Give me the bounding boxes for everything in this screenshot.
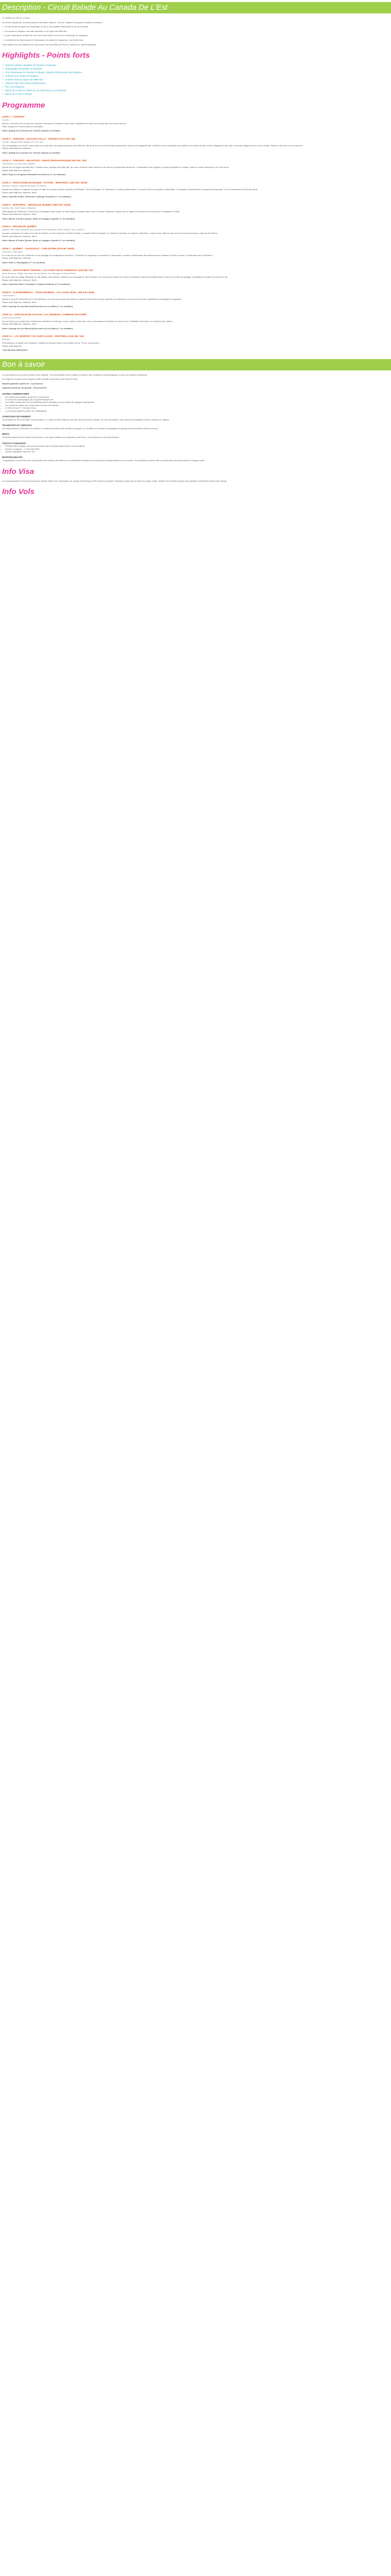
day-hotel: Hotel: Hotel Le Montagnais (*** ou similaire)	[2, 261, 45, 264]
day-title: JOUR 11 - LAC MORENCY OU SAINT-ALEXIS - MONTRÉAL (140 KM / 2H)	[2, 335, 84, 338]
departures-guaranteed: Départs garantis à partir de : 2 personnes	[2, 382, 43, 385]
intro-line: Le meilleur de l'Est en 14 jours	[2, 16, 30, 19]
day-location: Toronto, Niagara-Falls, Niagara On The Lake	[2, 140, 43, 143]
highlight-item: • Visite du Parc de la Chute-Montmorency	[2, 81, 389, 85]
info-paragraph: Le déroulement du circuit est donné à titre indicatif. Il est susceptible d'être modifié en fonction des conditions météorologiques ou pour des raisons techniques.	[2, 373, 148, 376]
day-description: Tour d'orientation de Toronto: découverte du centre-ville, du quartier financier, de l'Hôtel de Ville et de la tour du CN (montée optionnelle). Départ vers Niagara Falls. Croisière à bord du bateau pour admirer les chutes de près. Arrêt à Niagara-on-the-Lake, charmant village au bord du lac Ontario. Retour à Toronto en fin de journée.	[2, 144, 303, 147]
day-location: Chicoutimi, Tadoussac	[2, 250, 23, 253]
programme-day	[0, 247, 391, 264]
day-location: Gananoque, Les 1000 Iles Kingston	[2, 162, 35, 165]
day-hotel: Hotel: Auberge du Lac Morency/Pourvoirie du Lac Blanc (** ou similaire)	[2, 327, 73, 330]
intro-line: Un circuit complet qui vous fait découvrir Montréal, Québec, Toronto, Ottawa et les grands espaces canadiens.	[2, 21, 103, 24]
highlight-item: • Séjour de 2 nuits à Ottawa	[2, 92, 389, 96]
meals-title: REPAS	[2, 433, 10, 436]
day-meals: Repas: petit-déjeuner, déjeuner, dîner	[2, 191, 37, 194]
intro-line: ✓ Le parc national de la Mauricie, ses lacs et ses forêts, et une nuit en auberge de campagne	[2, 34, 88, 37]
day-meals: Repas: petit-déjeuner, déjeuner	[2, 257, 31, 260]
day-description: En route, arrêt au village historique de Val-Jalbert, ville fantôme. Visite du Zoo sauvage de Saint-Félicien, où vous pourrez observer la faune canadienne dans son habitat naturel à bord d'un petit train grillagé. Installation au chalet en bordure du lac.	[2, 276, 228, 279]
good-to-know-header: Bon à savoir	[0, 359, 391, 370]
day-location: Toronto	[2, 118, 9, 122]
day-location: Québec City, Hotel Royal, à Bourbon	[2, 206, 36, 209]
intro-line: ✓ Les chutes du Niagara, merveille naturelle, et la région des Mille-Îles	[2, 29, 67, 32]
info-visa-title: Info Visa	[2, 467, 34, 476]
contact-item: • Pendant votre voyage, vous pouvez joindre notre correspondant local en cas d'urgence.	[5, 445, 389, 447]
day-meals: Repas: petit-déjeuner, déjeuner	[2, 147, 31, 150]
contact-title: CONTACT D'URGENCE	[2, 442, 26, 445]
note-item: • Le circuit est garanti à partir de 2 participants.	[5, 410, 389, 412]
highlights-title: Highlights - Points forts	[2, 51, 90, 60]
contact-item: • Service disponible 24h/24 et 7j/7	[5, 450, 389, 453]
highlight-item: • Croisière aux Chutes du Niagara	[2, 74, 389, 78]
day-hotel: Hotel: Manoir & Suites Quebec Suite ou Voyageur Quartier (** ou similaire)	[2, 217, 75, 220]
day-title: JOUR 1 - TORONTO	[2, 115, 25, 118]
contact-list	[0, 445, 391, 453]
programme-day	[0, 291, 391, 308]
day-hotel: Hotel: Manoir & Suites Quebec Suite ou Voyageur Quartier (** ou similaire)	[2, 239, 75, 242]
day-meals: Repas: petit-déjeuner	[2, 344, 22, 347]
info-visa-text: Les ressortissants de l'Union européenne doivent obtenir une autorisation de voyage électronique (AVE) avant leur départ. Passeport valide pour la durée du séjour exigé. Vérifiez les formalités auprès des autorités compétentes avant votre départ.	[2, 479, 227, 482]
notes-title: AUTRES COMMENTAIRES	[2, 393, 29, 396]
day-location: Montréal	[2, 338, 10, 341]
day-hotel: Hotel: Lakeside Suites / Roberval / Auberge Versailles (*** ou similaire)	[2, 195, 71, 198]
programme-day	[0, 269, 391, 286]
highlight-item: • Visite guidée de Québec et Montréal	[2, 67, 389, 71]
highlight-item: • Parc de la Mauricie	[2, 85, 389, 89]
day-location: Montréal, Ottawa, Canadian Museum Of History	[2, 184, 46, 187]
info-vols-title: Info Vols	[2, 487, 35, 497]
day-description: Arrivée à Toronto en fin de journée. Accueil à l'aéroport et transfert à votre hôtel. Installation et reste de la soirée libre pour vous reposer.	[2, 122, 127, 125]
note-item: • Le circuit est accompagné par un guide francophone.	[5, 398, 389, 401]
day-location: Alma, Roberval, Village Historique de Val-Jalbert, Zoo Sauvage de Saint-Félicien	[2, 272, 76, 275]
day-title: JOUR 10 - SAINT-ÉLIE-DE-CAXTON / LAC MORENCY, AUBERGE EN FORÊT	[2, 313, 87, 316]
day-meals: Repas: petit-déjeuner, déjeuner, dîner	[2, 213, 37, 216]
programme-day	[0, 204, 391, 221]
day-title: JOUR 5 - MONTRÉAL - RÉGION DE QUÉBEC (265 KM / 3H45)	[2, 203, 71, 206]
highlight-item: • Séjour de 2 nuits en chalet au Lac-Saint-Jean ou en auberge	[2, 89, 389, 92]
day-description: Départ le long de la Mauricie vers Trois-Rivières, l'une des plus anciennes villes du Canada. Découverte du parc national de la Mauricie, ses lacs et ses forêts. Installation à l'auberge de campagne.	[2, 297, 182, 300]
bottom-spacer	[0, 500, 391, 503]
programme-day	[0, 115, 391, 132]
note-item: • Le dîner du jour 7 n'est pas inclus.	[5, 406, 389, 409]
intro-line: Cette balade est une invitation à la découverte des merveilles de l'Est du Canada à un rythme agréable.	[2, 43, 97, 46]
highlight-item: • Nouveau! Musée canadien de l'Histoire à Gatineau	[2, 63, 389, 67]
day-hotel: **FIN DE NOS SERVICES**	[2, 349, 28, 352]
day-title: JOUR 4 - KINGSTON/GANANOQUE - OTTAWA - MONTRÉAL (340 KM / 4H15)	[2, 181, 87, 184]
transport-title: TRANSPORTS ET SERVICES	[2, 424, 32, 427]
conditions-title: CONDITIONS DE PAIEMENT	[2, 415, 31, 418]
info-paragraph: Les trajets en autocar sont indiqués à titre indicatif, ils peuvent varier selon le trafic.	[2, 378, 78, 381]
programme-day	[0, 335, 391, 352]
day-hotel: Hotel: Universal Hotel / Tremblant / Chateau Roberval (** ou similaire)	[2, 283, 70, 286]
intro-line: ✓ Les baleines du Saint-Laurent à Tadoussac et la région du Saguenay - Lac-Saint-Jean	[2, 38, 84, 41]
day-hotel: Hotel: Quality Inn (Comfort Inn Toronto Airport) ou similaire	[2, 129, 61, 132]
day-hotel: Hotel: Days Inn Kingston/ Ramada Provincial Inn (** ou similaire)	[2, 173, 66, 176]
page	[0, 2, 391, 503]
day-meals: Repas: petit-déjeuner, déjeuner, dîner	[2, 300, 37, 303]
day-meals: Repas: petit-déjeuner, déjeuner, dîner	[2, 234, 37, 238]
day-description: Départ vers la région des Mille-Îles. Croisière dans l'archipel des Mille-Îles, au coeur du fleuve Saint-Laurent, entre îles et somptueuses demeures. Continuation vers Kingston, première capitale du Canada, visite du centre historique et de Fort Henry.	[2, 166, 230, 169]
day-title: JOUR 7 - QUÉBEC - TADOUSSAC - CHICOUTIMI (379 KM / 5H30)	[2, 247, 74, 250]
day-title: JOUR 3 - TORONTO - MILLE-ÎLES - KINGSTON/GANANOQUE (310 KM / 4H)	[2, 159, 87, 162]
programme-title: Programme	[2, 101, 45, 110]
description-header: Description - Circuit Balade Au Canada De L'Est	[0, 2, 391, 13]
day-description: Petit déjeuner et départ vers Montréal. Transfert à l'aéroport selon vos horaires de vol. Fin de nos services.	[2, 342, 100, 345]
conditions-text: Un acompte de 30% est exigé à la réservation. Le solde doit être réglé au plus tard 45 jours avant le départ. En cas d'annulation, des frais seront appliqués selon le barème en vigueur.	[2, 418, 170, 421]
day-title: JOUR 2 - TORONTO - NIAGARA FALLS - TORONTO (277 KM / 4H)	[2, 137, 75, 140]
day-location: Québec City, Chute Montmorency, Quartier Petit Champlain, Place Royale, Vieux Québec	[2, 228, 84, 231]
day-description: En route vers la côte de Charlevoix et son paysage de montagnes et de fleuve. Traversée du Saguenay en traversier. A Tadoussac, croisière d'observation des baleines dans l'estuaire du Saint-Laurent. Continuation vers Chicoutimi.	[2, 253, 213, 257]
meals-text: Les petits-déjeuners sont inclus tous les jours. Les repas indiqués au programme sont inclus. Les boissons ne sont pas incluses.	[2, 436, 120, 439]
day-title: JOUR 8 - CHICOUTIMI ET RÉGION - LAC-SAINT-JEAN / ROBERVAL (150 KM / 3H)	[2, 269, 93, 272]
day-title: JOUR 6 - RÉGION DE QUÉBEC	[2, 225, 37, 228]
highlights-list	[0, 63, 391, 96]
note-item: • Les chambres triples sont composées de deux lits doubles.	[5, 404, 389, 406]
day-location: Trois-Rivières	[2, 294, 15, 297]
note-item: • Les hôtels mentionnés sont susceptibles d'être changés pour des hôtels de catégorie équivalente.	[5, 401, 389, 403]
responsibility-title: RESPONSABILITÉS	[2, 456, 23, 459]
responsibility-text: L'organisateur ne peut être tenu responsable des retards, annulations ou modifications résultant de circonstances indépendantes de sa volonté. Les participants doivent être en possession des documents de voyage requis.	[2, 459, 205, 462]
transport-text: Les déplacements s'effectuent en autocar ou minibus climatisé selon la taille du groupe. Le chauffeur et le guide accompagnent le groupe pendant toute la durée du circuit.	[2, 427, 158, 430]
day-description: Journée consacrée à la visite de la ville de Québec: le Vieux-Québec, la Place Royale, le quartier Petit-Champlain, le Château Frontenac, les plaines d'Abraham. L'après-midi, visite du parc de la Chute-Montmorency, haute de 83 mètres.	[2, 232, 218, 235]
day-meals: Repas: petit-déjeuner, déjeuner, dîner	[2, 323, 37, 326]
day-description: Journée libre pour profiter des nombreuses activités de l'auberge: canoë, kayak, randonnée, vélo ou simplement la détente au bord du lac. Possibilité d'excursion en hydravion (en option).	[2, 319, 173, 323]
intro-line: ✓ La ville la plus européenne d'Amérique du Nord, ses quartiers historiques et sa vie culturelle	[2, 25, 89, 28]
day-description: Départ vers Ottawa, la capitale du pays, et visite du nouveau Musée canadien de l'Histoire. Tour d'orientation: le Parlement, la colline parlementaire, le marché By et les quartiers résidentiels. Continuation vers Montréal, métropole francophone. Tour d'orientation du Vieux-Montréal.	[2, 188, 258, 191]
programme-day	[0, 225, 391, 242]
day-hotel: Hotel: Quality Inn (Comfort Inn Toronto Airport) ou similaire	[2, 151, 61, 154]
programme-day	[0, 138, 391, 155]
programme-days	[0, 115, 391, 352]
programme-day	[0, 159, 391, 176]
group-capacity: Capacité maximum du groupe : 49 personnes	[2, 386, 47, 389]
day-meals: Repas: petit-déjeuner, déjeuner, dîner	[2, 278, 37, 281]
programme-day	[0, 313, 391, 330]
day-meals: Hôtel: Quality Inn Toronto Airport ou similaire	[2, 125, 43, 128]
notes-list	[0, 396, 391, 412]
day-description: Visite guidée de Montréal: le Vieux-Port, la basilique Notre-Dame, le mont Royal, le quartier latin et la rue Sainte-Catherine. Départ vers la région de Québec en fin de journée. Installation à l'hôtel.	[2, 210, 181, 213]
intro-block	[0, 16, 391, 46]
programme-day	[0, 181, 391, 198]
day-hotel: Hotel: Auberge du Lac Morency/Pourvoirie du Lac Blanc (** ou similaire)	[2, 304, 73, 308]
contact-item: • Numéro d'urgence : +1 514 000 0000	[5, 448, 389, 450]
highlight-item: • Croisière dans la région des Mille-Îles	[2, 78, 389, 81]
day-title: JOUR 9 - ALMA/ROBERVAL - TROIS-RIVIÈRES - LAC SAINT-JEAN - 385 KM / 5H45	[2, 291, 94, 294]
highlight-item: • Tour d'orientation de Toronto et Ottawa: Croisière d'observation des baleines	[2, 71, 389, 74]
note-item: • Les visites sont guidées à partir de 2 personnes.	[5, 396, 389, 398]
day-meals: Repas: petit-déjeuner, déjeuner	[2, 168, 31, 172]
day-location: St Alexis-Des-Monts	[2, 316, 21, 319]
